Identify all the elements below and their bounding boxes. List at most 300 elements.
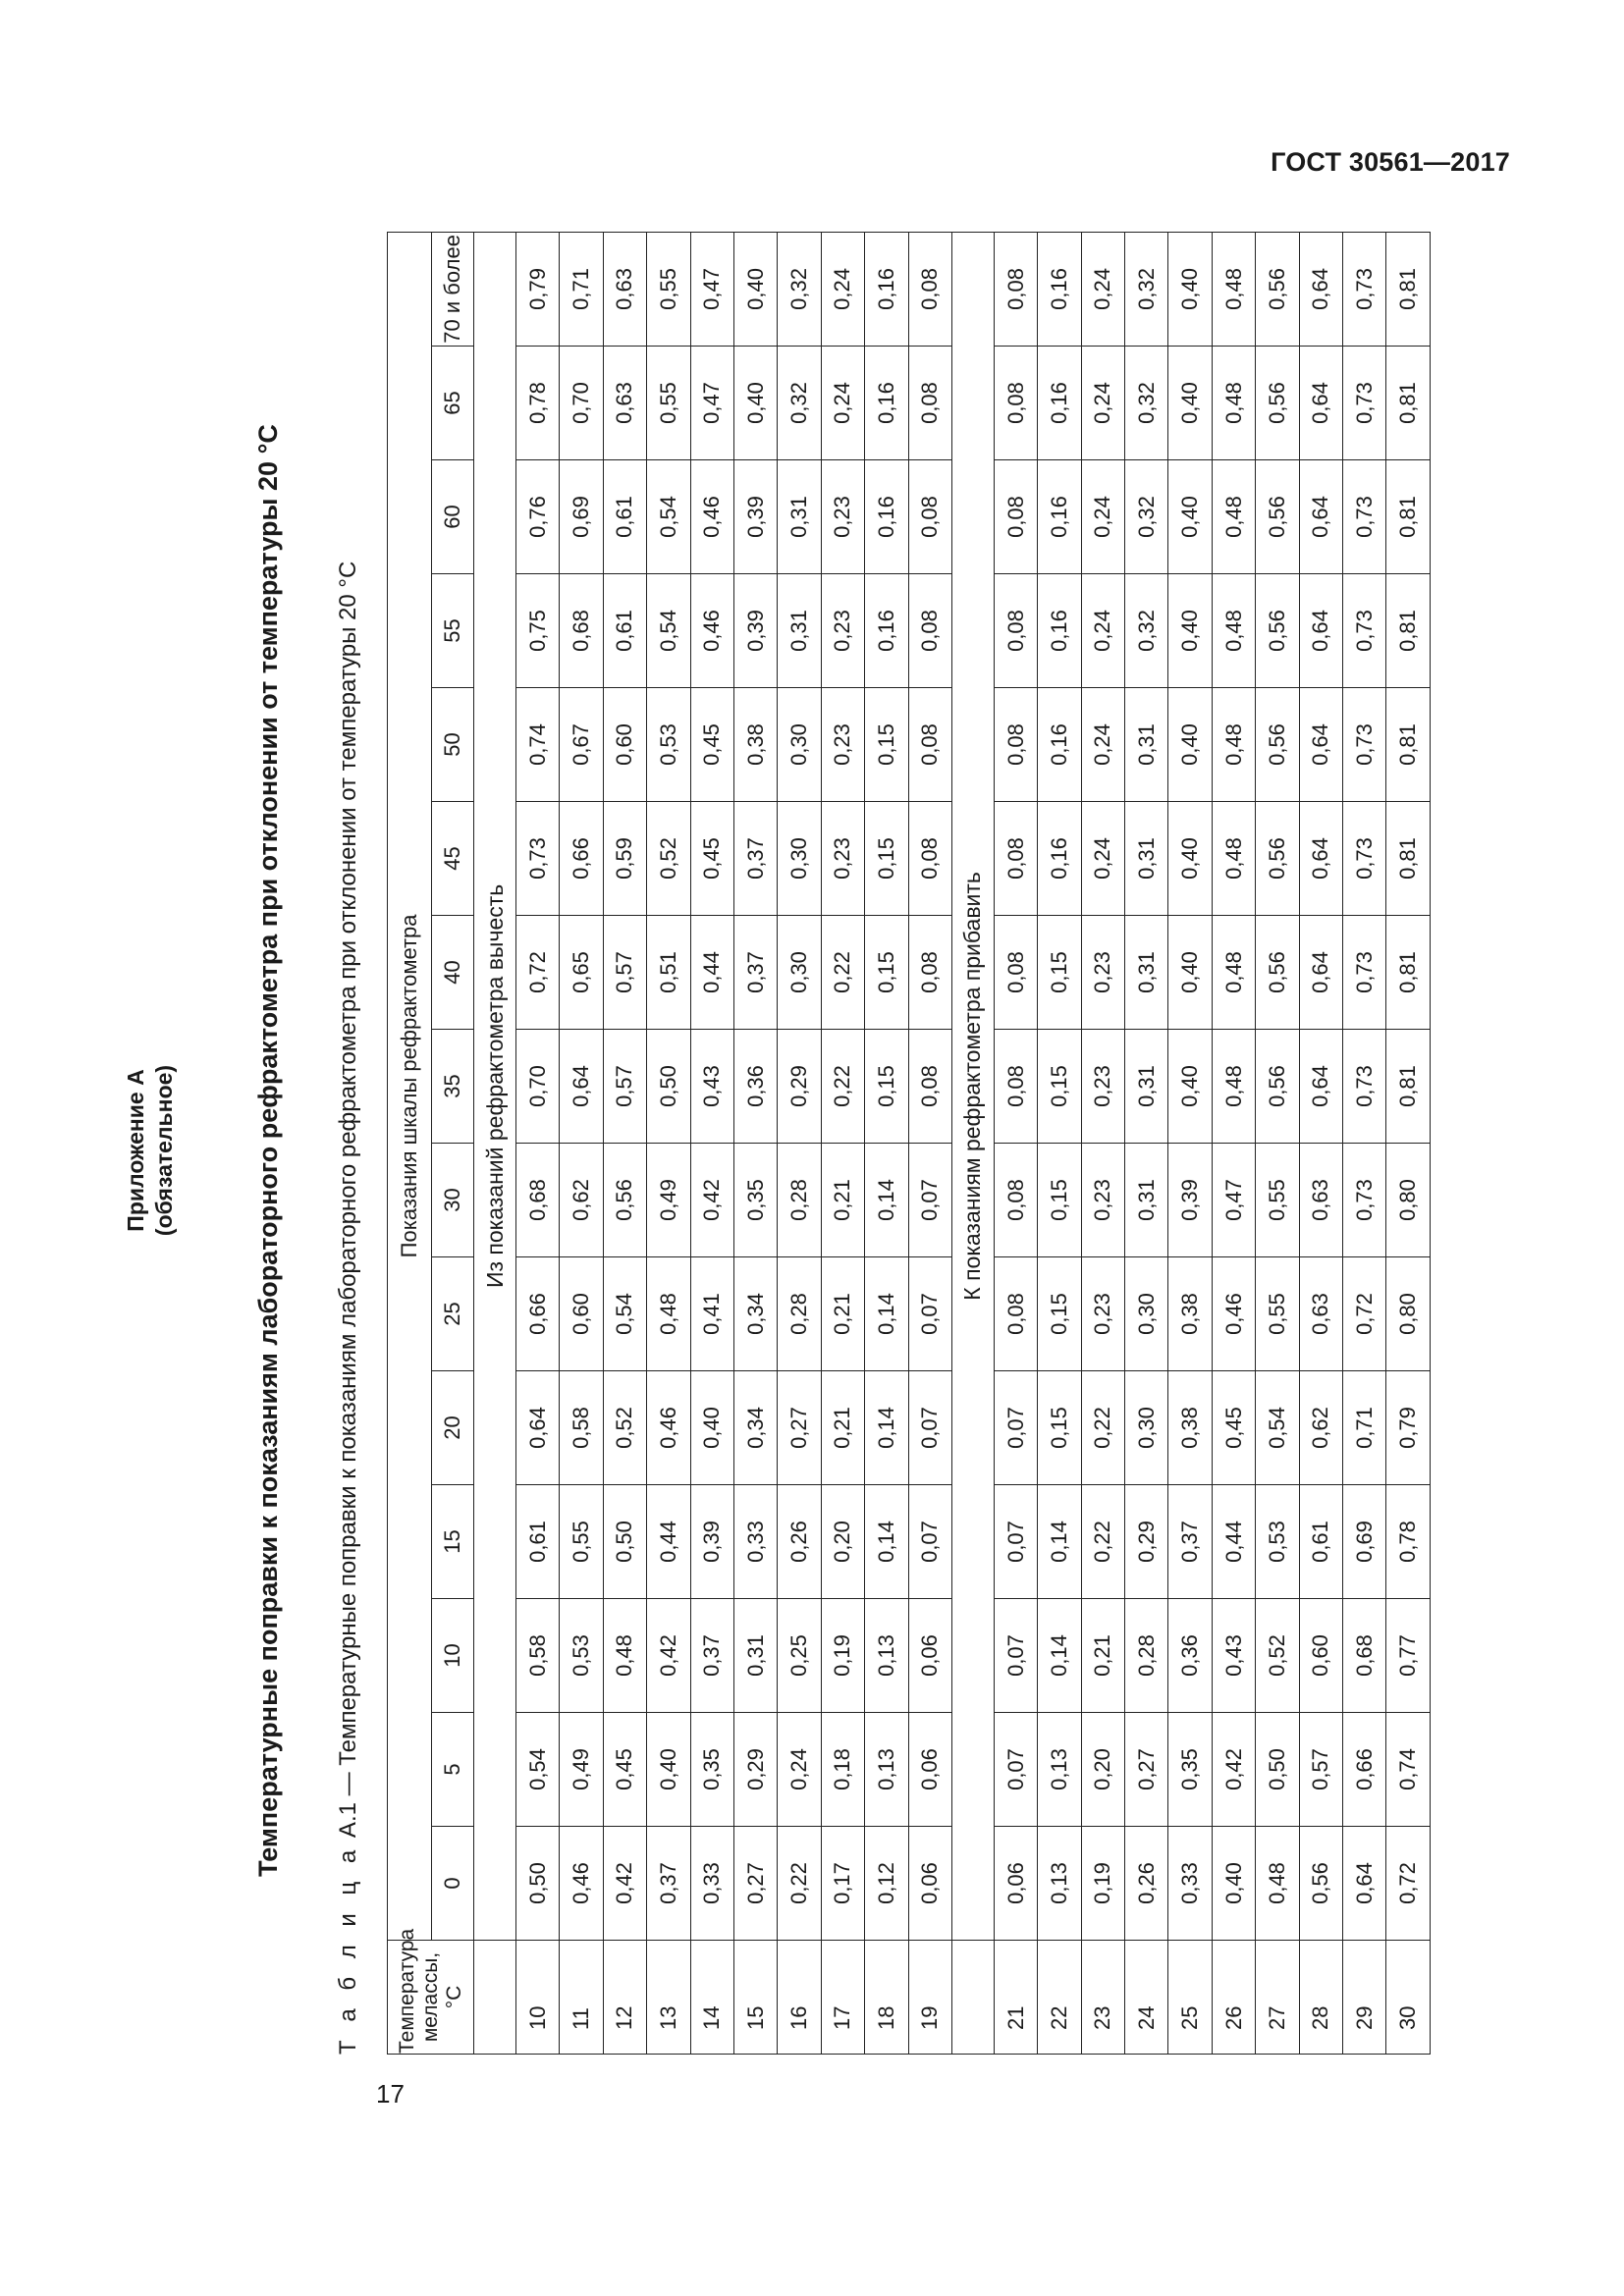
correction-value-cell: 0,08 — [908, 802, 951, 916]
correction-value-cell: 0,24 — [778, 1713, 821, 1827]
correction-value-cell: 0,68 — [516, 1144, 560, 1257]
table-row — [1343, 232, 1386, 2054]
correction-value-cell: 0,20 — [821, 1485, 864, 1599]
correction-value-cell: 0,61 — [603, 460, 646, 574]
correction-value-cell: 0,15 — [865, 802, 908, 916]
correction-value-cell: 0,15 — [865, 916, 908, 1030]
correction-value-cell: 0,28 — [1125, 1599, 1168, 1713]
correction-value-cell: 0,38 — [1168, 1371, 1212, 1485]
correction-value-cell: 0,14 — [1038, 1485, 1081, 1599]
correction-value-cell: 0,57 — [603, 1030, 646, 1144]
temperature-cell: 30 — [1386, 1941, 1430, 2055]
correction-value-cell: 0,63 — [1299, 1144, 1342, 1257]
table-row — [865, 232, 908, 2054]
correction-value-cell: 0,15 — [865, 688, 908, 802]
correction-value-cell: 0,40 — [1168, 1030, 1212, 1144]
correction-value-cell: 0,34 — [733, 1371, 777, 1485]
correction-value-cell: 0,31 — [1125, 688, 1168, 802]
correction-value-cell: 0,66 — [1343, 1713, 1386, 1827]
table-caption-prefix: Т а б л и ц а — [335, 1843, 361, 2055]
table-row — [1168, 232, 1212, 2054]
page-number: 17 — [376, 2079, 405, 2109]
table-row — [1081, 232, 1124, 2054]
correction-value-cell: 0,81 — [1386, 688, 1430, 802]
correction-value-cell: 0,31 — [1125, 1030, 1168, 1144]
correction-value-cell: 0,54 — [1256, 1371, 1299, 1485]
correction-value-cell: 0,30 — [778, 688, 821, 802]
correction-value-cell: 0,67 — [560, 688, 603, 802]
correction-value-cell: 0,27 — [778, 1371, 821, 1485]
correction-value-cell: 0,23 — [821, 688, 864, 802]
correction-value-cell: 0,44 — [1212, 1485, 1255, 1599]
correction-value-cell: 0,20 — [1081, 1713, 1124, 1827]
correction-value-cell: 0,81 — [1386, 574, 1430, 688]
correction-value-cell: 0,24 — [1081, 232, 1124, 346]
correction-value-cell: 0,51 — [647, 916, 690, 1030]
table-row — [647, 232, 690, 2054]
temperature-cell: 25 — [1168, 1941, 1212, 2055]
reading-column-header: 30 — [432, 1144, 474, 1257]
correction-value-cell: 0,47 — [690, 347, 733, 460]
correction-value-cell: 0,43 — [1212, 1599, 1255, 1713]
correction-value-cell: 0,65 — [560, 916, 603, 1030]
correction-value-cell: 0,75 — [516, 574, 560, 688]
correction-value-cell: 0,80 — [1386, 1257, 1430, 1371]
correction-value-cell: 0,40 — [690, 1371, 733, 1485]
correction-value-cell: 0,24 — [1081, 574, 1124, 688]
correction-value-cell: 0,22 — [1081, 1485, 1124, 1599]
correction-value-cell: 0,48 — [1256, 1827, 1299, 1941]
section-row — [474, 232, 516, 2054]
correction-value-cell: 0,45 — [690, 688, 733, 802]
correction-value-cell: 0,08 — [994, 1257, 1037, 1371]
correction-value-cell: 0,71 — [1343, 1371, 1386, 1485]
correction-value-cell: 0,16 — [1038, 232, 1081, 346]
correction-value-cell: 0,37 — [647, 1827, 690, 1941]
correction-value-cell: 0,53 — [1256, 1485, 1299, 1599]
correction-value-cell: 0,23 — [821, 460, 864, 574]
correction-value-cell: 0,24 — [1081, 688, 1124, 802]
correction-value-cell: 0,74 — [516, 688, 560, 802]
correction-value-cell: 0,37 — [1168, 1485, 1212, 1599]
correction-value-cell: 0,63 — [1299, 1257, 1342, 1371]
correction-value-cell: 0,54 — [647, 460, 690, 574]
correction-value-cell: 0,30 — [778, 802, 821, 916]
correction-value-cell: 0,56 — [603, 1144, 646, 1257]
correction-value-cell: 0,50 — [647, 1030, 690, 1144]
correction-value-cell: 0,54 — [603, 1257, 646, 1371]
reading-column-header: 65 — [432, 347, 474, 460]
correction-value-cell: 0,53 — [560, 1599, 603, 1713]
table-row — [908, 232, 951, 2054]
table-row — [603, 232, 646, 2054]
correction-value-cell: 0,13 — [865, 1599, 908, 1713]
correction-value-cell: 0,15 — [1038, 1371, 1081, 1485]
correction-value-cell: 0,58 — [560, 1371, 603, 1485]
correction-value-cell: 0,24 — [1081, 802, 1124, 916]
correction-value-cell: 0,64 — [560, 1030, 603, 1144]
correction-value-cell: 0,78 — [516, 347, 560, 460]
correction-value-cell: 0,15 — [1038, 1144, 1081, 1257]
correction-value-cell: 0,47 — [1212, 1144, 1255, 1257]
correction-value-cell: 0,23 — [821, 574, 864, 688]
correction-value-cell: 0,31 — [1125, 802, 1168, 916]
table-caption-text: — Температурные поправки к показаниям лабораторного рефрактометра при отклонении от температуры 20 °С — [335, 561, 361, 1803]
temperature-cell: 18 — [865, 1941, 908, 2055]
correction-value-cell: 0,25 — [778, 1599, 821, 1713]
temperature-column-header — [388, 1928, 474, 2055]
correction-value-cell: 0,55 — [647, 347, 690, 460]
reading-column-header: 25 — [432, 1257, 474, 1371]
temperature-cell: 14 — [690, 1941, 733, 2055]
temperature-cell: 13 — [647, 1941, 690, 2055]
correction-value-cell: 0,29 — [733, 1713, 777, 1827]
correction-value-cell: 0,81 — [1386, 347, 1430, 460]
correction-value-cell: 0,32 — [1125, 347, 1168, 460]
table-row — [1212, 232, 1255, 2054]
table-row — [778, 232, 821, 2054]
correction-value-cell: 0,23 — [1081, 1257, 1124, 1371]
correction-value-cell: 0,21 — [1081, 1599, 1124, 1713]
correction-value-cell: 0,37 — [690, 1599, 733, 1713]
correction-value-cell: 0,49 — [560, 1713, 603, 1827]
table-body — [474, 232, 1431, 2054]
correction-value-cell: 0,14 — [865, 1371, 908, 1485]
correction-value-cell: 0,46 — [560, 1827, 603, 1941]
correction-value-cell: 0,22 — [821, 916, 864, 1030]
correction-value-cell: 0,76 — [516, 460, 560, 574]
correction-value-cell: 0,16 — [1038, 574, 1081, 688]
correction-value-cell: 0,43 — [690, 1030, 733, 1144]
correction-value-cell: 0,64 — [1299, 232, 1342, 346]
correction-value-cell: 0,16 — [865, 347, 908, 460]
correction-value-cell: 0,46 — [647, 1371, 690, 1485]
correction-value-cell: 0,40 — [1168, 460, 1212, 574]
correction-value-cell: 0,70 — [516, 1030, 560, 1144]
correction-value-cell: 0,40 — [647, 1713, 690, 1827]
correction-value-cell: 0,40 — [1168, 574, 1212, 688]
correction-value-cell: 0,30 — [1125, 1371, 1168, 1485]
temperature-header-line2: мелассы, °С — [418, 1951, 465, 2043]
correction-value-cell: 0,60 — [1299, 1599, 1342, 1713]
correction-value-cell: 0,50 — [1256, 1713, 1299, 1827]
correction-value-cell: 0,54 — [516, 1713, 560, 1827]
correction-value-cell: 0,28 — [778, 1257, 821, 1371]
correction-value-cell: 0,40 — [1212, 1827, 1255, 1941]
correction-value-cell: 0,06 — [908, 1713, 951, 1827]
correction-value-cell: 0,07 — [908, 1485, 951, 1599]
correction-value-cell: 0,64 — [516, 1371, 560, 1485]
correction-value-cell: 0,52 — [1256, 1599, 1299, 1713]
reading-column-header: 70 и более — [432, 232, 474, 346]
correction-value-cell: 0,64 — [1299, 574, 1342, 688]
correction-value-cell: 0,48 — [1212, 688, 1255, 802]
correction-value-cell: 0,16 — [1038, 688, 1081, 802]
correction-value-cell: 0,56 — [1299, 1827, 1342, 1941]
correction-value-cell: 0,29 — [1125, 1485, 1168, 1599]
correction-value-cell: 0,48 — [603, 1599, 646, 1713]
document-code: ГОСТ 30561—2017 — [1271, 147, 1510, 177]
correction-value-cell: 0,73 — [1343, 460, 1386, 574]
correction-value-cell: 0,06 — [994, 1827, 1037, 1941]
correction-value-cell: 0,57 — [1299, 1713, 1342, 1827]
correction-value-cell: 0,61 — [516, 1485, 560, 1599]
table-row — [1299, 232, 1342, 2054]
section-row — [951, 232, 994, 2054]
table-row — [560, 232, 603, 2054]
correction-value-cell: 0,15 — [1038, 1030, 1081, 1144]
correction-value-cell: 0,72 — [1343, 1257, 1386, 1371]
temperature-cell: 21 — [994, 1941, 1037, 2055]
correction-value-cell: 0,21 — [821, 1144, 864, 1257]
correction-value-cell: 0,45 — [690, 802, 733, 916]
correction-value-cell: 0,48 — [1212, 347, 1255, 460]
correction-value-cell: 0,79 — [1386, 1371, 1430, 1485]
correction-value-cell: 0,48 — [1212, 460, 1255, 574]
temperature-cell: 26 — [1212, 1941, 1255, 2055]
correction-value-cell: 0,42 — [603, 1827, 646, 1941]
correction-value-cell: 0,35 — [690, 1713, 733, 1827]
table-row — [1038, 232, 1081, 2054]
correction-value-cell: 0,31 — [778, 574, 821, 688]
correction-value-cell: 0,40 — [1168, 916, 1212, 1030]
correction-value-cell: 0,81 — [1386, 1030, 1430, 1144]
correction-value-cell: 0,59 — [603, 802, 646, 916]
reading-column-header: 5 — [432, 1713, 474, 1827]
correction-value-cell: 0,56 — [1256, 802, 1299, 916]
correction-value-cell: 0,56 — [1256, 916, 1299, 1030]
correction-value-cell: 0,45 — [603, 1713, 646, 1827]
correction-value-cell: 0,39 — [733, 460, 777, 574]
correction-value-cell: 0,52 — [647, 802, 690, 916]
correction-value-cell: 0,57 — [603, 916, 646, 1030]
correction-value-cell: 0,48 — [1212, 574, 1255, 688]
table-row — [994, 232, 1037, 2054]
correction-value-cell: 0,07 — [994, 1485, 1037, 1599]
correction-value-cell: 0,64 — [1343, 1827, 1386, 1941]
correction-value-cell: 0,73 — [1343, 916, 1386, 1030]
correction-value-cell: 0,12 — [865, 1827, 908, 1941]
correction-value-cell: 0,23 — [1081, 916, 1124, 1030]
correction-value-cell: 0,08 — [908, 1030, 951, 1144]
correction-value-cell: 0,18 — [821, 1713, 864, 1827]
table-row — [1386, 232, 1430, 2054]
correction-value-cell: 0,48 — [1212, 802, 1255, 916]
correction-value-cell: 0,39 — [733, 574, 777, 688]
correction-value-cell: 0,81 — [1386, 916, 1430, 1030]
correction-value-cell: 0,29 — [778, 1030, 821, 1144]
correction-value-cell: 0,31 — [733, 1599, 777, 1713]
correction-value-cell: 0,31 — [1125, 916, 1168, 1030]
correction-value-cell: 0,21 — [821, 1257, 864, 1371]
reading-column-header: 15 — [432, 1485, 474, 1599]
correction-value-cell: 0,32 — [1125, 232, 1168, 346]
correction-value-cell: 0,63 — [603, 347, 646, 460]
correction-value-cell: 0,73 — [1343, 574, 1386, 688]
temperature-cell: 27 — [1256, 1941, 1299, 2055]
correction-value-cell: 0,70 — [560, 347, 603, 460]
correction-value-cell: 0,17 — [821, 1827, 864, 1941]
correction-value-cell: 0,32 — [1125, 574, 1168, 688]
correction-value-cell: 0,62 — [1299, 1371, 1342, 1485]
correction-value-cell: 0,73 — [1343, 802, 1386, 916]
correction-value-cell: 0,56 — [1256, 574, 1299, 688]
correction-value-cell: 0,81 — [1386, 802, 1430, 916]
temperature-cell: 28 — [1299, 1941, 1342, 2055]
correction-value-cell: 0,60 — [560, 1257, 603, 1371]
correction-value-cell: 0,27 — [1125, 1713, 1168, 1827]
appendix-title: Температурные поправки к показаниям лабораторного рефрактометра при отклонении от температуры 20 °С — [253, 424, 283, 1877]
correction-value-cell: 0,07 — [994, 1713, 1037, 1827]
correction-value-cell: 0,14 — [865, 1257, 908, 1371]
correction-value-cell: 0,42 — [1212, 1713, 1255, 1827]
correction-value-cell: 0,23 — [1081, 1144, 1124, 1257]
correction-value-cell: 0,64 — [1299, 1030, 1342, 1144]
table-row — [1256, 232, 1299, 2054]
correction-value-cell: 0,48 — [1212, 1030, 1255, 1144]
correction-value-cell: 0,63 — [603, 232, 646, 346]
correction-value-cell: 0,08 — [994, 460, 1037, 574]
correction-value-cell: 0,78 — [1386, 1485, 1430, 1599]
correction-value-cell: 0,68 — [560, 574, 603, 688]
correction-value-cell: 0,08 — [908, 460, 951, 574]
reading-column-header: 40 — [432, 916, 474, 1030]
reading-column-header: 0 — [432, 1827, 474, 1941]
reading-column-header: 10 — [432, 1599, 474, 1713]
correction-value-cell: 0,07 — [994, 1599, 1037, 1713]
correction-value-cell: 0,41 — [690, 1257, 733, 1371]
correction-value-cell: 0,23 — [821, 802, 864, 916]
table-row — [821, 232, 864, 2054]
table-row — [516, 232, 560, 2054]
correction-value-cell: 0,36 — [733, 1030, 777, 1144]
section-label: К показаниям рефрактометра прибавить — [951, 232, 994, 1940]
correction-value-cell: 0,60 — [603, 688, 646, 802]
correction-value-cell: 0,22 — [821, 1030, 864, 1144]
temperature-cell: 16 — [778, 1941, 821, 2055]
correction-value-cell: 0,07 — [908, 1371, 951, 1485]
temperature-header-line1: Температура — [395, 1928, 418, 2054]
table-caption-number: А.1 — [335, 1802, 361, 1839]
correction-value-cell: 0,22 — [1081, 1371, 1124, 1485]
correction-value-cell: 0,72 — [1386, 1827, 1430, 1941]
temperature-correction-table — [387, 232, 1431, 2055]
reading-columns-header-row — [432, 232, 474, 2054]
temperature-cell: 22 — [1038, 1941, 1081, 2055]
correction-value-cell: 0,26 — [1125, 1827, 1168, 1941]
correction-value-cell: 0,56 — [1256, 347, 1299, 460]
reading-column-header: 60 — [432, 460, 474, 574]
reading-column-header: 20 — [432, 1371, 474, 1485]
correction-value-cell: 0,36 — [1168, 1599, 1212, 1713]
correction-value-cell: 0,50 — [603, 1485, 646, 1599]
temperature-cell: 23 — [1081, 1941, 1124, 2055]
correction-value-cell: 0,34 — [733, 1257, 777, 1371]
correction-value-cell: 0,08 — [994, 1030, 1037, 1144]
section-label-spacer — [951, 1941, 994, 2055]
correction-value-cell: 0,40 — [733, 232, 777, 346]
correction-value-cell: 0,80 — [1386, 1144, 1430, 1257]
correction-value-cell: 0,21 — [821, 1371, 864, 1485]
correction-value-cell: 0,31 — [778, 460, 821, 574]
correction-value-cell: 0,46 — [690, 574, 733, 688]
correction-value-cell: 0,24 — [1081, 347, 1124, 460]
correction-value-cell: 0,44 — [690, 916, 733, 1030]
correction-value-cell: 0,08 — [994, 574, 1037, 688]
correction-value-cell: 0,19 — [821, 1599, 864, 1713]
correction-value-cell: 0,40 — [1168, 802, 1212, 916]
correction-value-cell: 0,55 — [1256, 1144, 1299, 1257]
correction-value-cell: 0,55 — [1256, 1257, 1299, 1371]
correction-value-cell: 0,77 — [1386, 1599, 1430, 1713]
reading-column-header: 35 — [432, 1030, 474, 1144]
correction-value-cell: 0,40 — [1168, 688, 1212, 802]
temperature-cell: 15 — [733, 1941, 777, 2055]
correction-value-cell: 0,39 — [1168, 1144, 1212, 1257]
correction-value-cell: 0,37 — [733, 802, 777, 916]
correction-value-cell: 0,40 — [1168, 347, 1212, 460]
correction-value-cell: 0,32 — [778, 232, 821, 346]
correction-value-cell: 0,73 — [516, 802, 560, 916]
correction-value-cell: 0,44 — [647, 1485, 690, 1599]
correction-value-cell: 0,08 — [908, 688, 951, 802]
correction-value-cell: 0,16 — [865, 460, 908, 574]
correction-value-cell: 0,48 — [1212, 232, 1255, 346]
correction-value-cell: 0,46 — [690, 460, 733, 574]
correction-value-cell: 0,33 — [733, 1485, 777, 1599]
correction-value-cell: 0,72 — [516, 916, 560, 1030]
correction-value-cell: 0,32 — [1125, 460, 1168, 574]
correction-value-cell: 0,16 — [1038, 802, 1081, 916]
correction-value-cell: 0,69 — [1343, 1485, 1386, 1599]
correction-value-cell: 0,49 — [647, 1144, 690, 1257]
correction-value-cell: 0,13 — [1038, 1713, 1081, 1827]
correction-value-cell: 0,37 — [733, 916, 777, 1030]
correction-value-cell: 0,35 — [733, 1144, 777, 1257]
correction-value-cell: 0,39 — [690, 1485, 733, 1599]
correction-value-cell: 0,13 — [1038, 1827, 1081, 1941]
correction-value-cell: 0,74 — [1386, 1713, 1430, 1827]
temperature-cell: 24 — [1125, 1941, 1168, 2055]
correction-value-cell: 0,73 — [1343, 688, 1386, 802]
correction-value-cell: 0,62 — [560, 1144, 603, 1257]
correction-value-cell: 0,71 — [560, 232, 603, 346]
reading-column-header: 50 — [432, 688, 474, 802]
correction-value-cell: 0,73 — [1343, 1144, 1386, 1257]
correction-value-cell: 0,27 — [733, 1827, 777, 1941]
correction-value-cell: 0,48 — [1212, 916, 1255, 1030]
correction-value-cell: 0,52 — [603, 1371, 646, 1485]
temperature-cell: 11 — [560, 1941, 603, 2055]
rotated-page-content — [122, 233, 1437, 2068]
correction-value-cell: 0,08 — [994, 1144, 1037, 1257]
correction-value-cell: 0,81 — [1386, 460, 1430, 574]
table-row — [733, 232, 777, 2054]
correction-value-cell: 0,19 — [1081, 1827, 1124, 1941]
correction-value-cell: 0,16 — [865, 574, 908, 688]
correction-value-cell: 0,40 — [1168, 232, 1212, 346]
correction-value-cell: 0,08 — [908, 574, 951, 688]
correction-value-cell: 0,42 — [647, 1599, 690, 1713]
correction-value-cell: 0,48 — [647, 1257, 690, 1371]
reading-column-header: 55 — [432, 574, 474, 688]
correction-value-cell: 0,24 — [821, 347, 864, 460]
correction-value-cell: 0,23 — [1081, 1030, 1124, 1144]
annex-status: (обязательное) — [151, 1064, 177, 1237]
correction-value-cell: 0,24 — [1081, 460, 1124, 574]
correction-value-cell: 0,56 — [1256, 688, 1299, 802]
correction-value-cell: 0,31 — [1125, 1144, 1168, 1257]
